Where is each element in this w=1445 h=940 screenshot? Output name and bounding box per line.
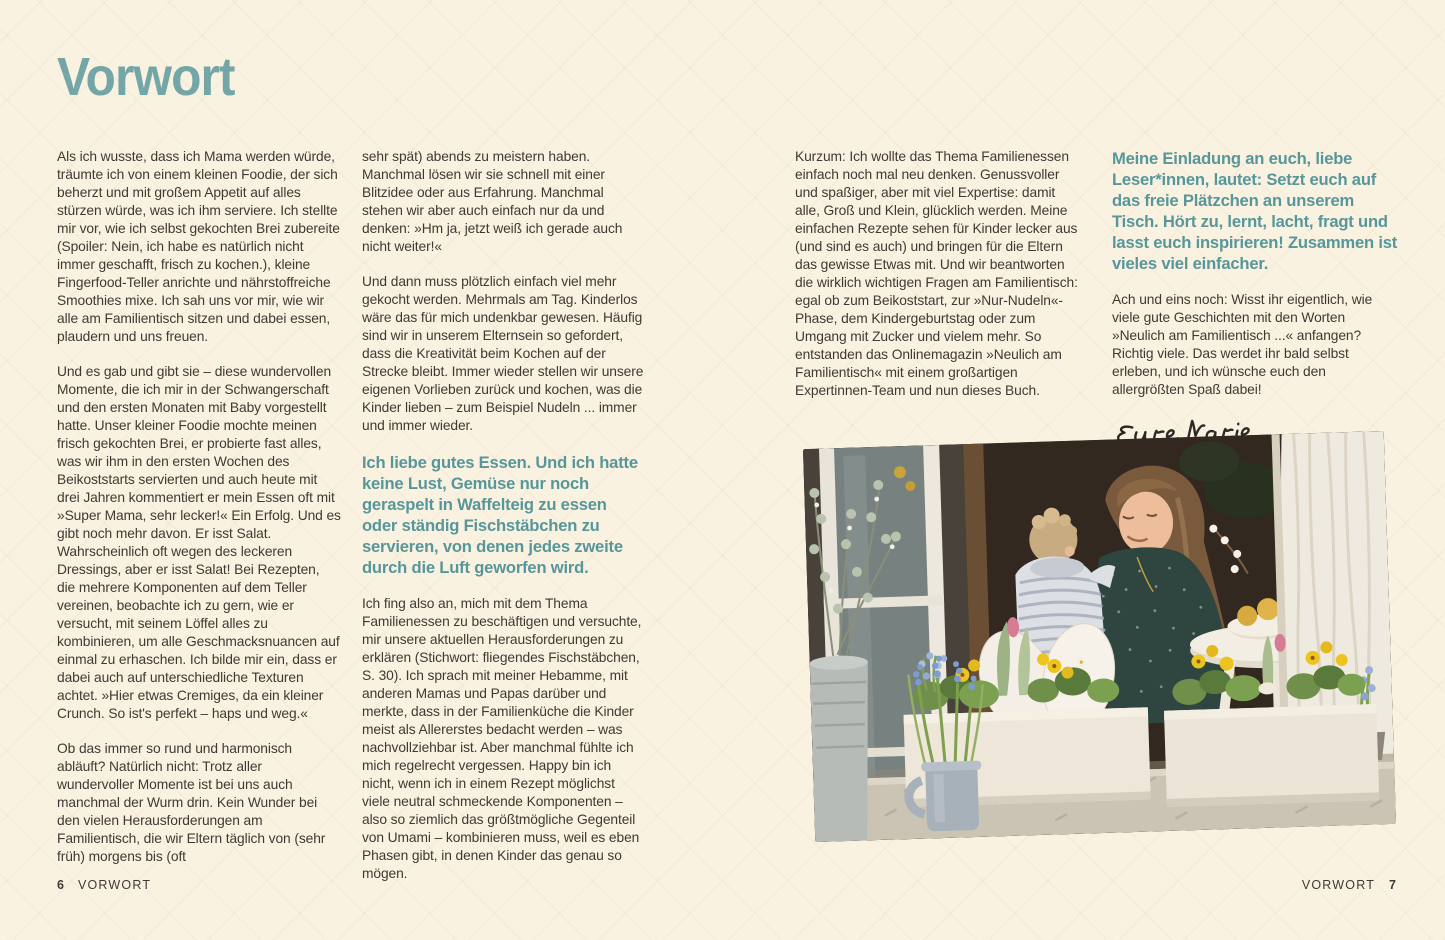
paragraph: Als ich wusste, dass ich Mama werden würde, träumte ich von einem kleinen Foodie, der sich beherzt und mit großem Appetit auf alles stürzen würde, was ich ihm serviere. Ich stellte mir vor, wie ich selbst gekochten Brei zubereite (Spoiler: Nein, ich habe es natürlich nicht immer geschafft, frisch zu kochen.), kleine Fingerfood-Teller anrichte und nährstoffreiche Smoothies mixe. Ich sah uns vor mir, wie wir alle am Familientisch sitzen und dabei essen, plaudern und uns freuen. [57, 149, 340, 344]
paragraph: sehr spät) abends zu meistern haben. Manchmal lösen wir sie schnell mit einer Blitzidee oder aus Erfahrung. Manchmal stehen wir aber auch einfach nur da und denken: »Hm ja, jetzt weiß ich gerade auch nicht weiter!« [362, 149, 623, 254]
page-title: Vorwort [57, 47, 235, 107]
left-page-column-1 [57, 148, 341, 883]
photo-planter-right [1162, 631, 1380, 807]
paragraph: Ach und eins noch: Wisst ihr eigentlich, wie viele gute Geschichten mit den Worten »Neulich am Familientisch ...« anfangen? Richtig viele. Das werdet ihr bald selbst erleben, und ich wünsche euch den allergrößten Spaß dabei! [1112, 292, 1373, 397]
teal-callout: Meine Einladung an euch, liebe Leser*innen, lautet: Setzt euch auf das freie Plätzchen an unserem Tisch. Hört zu, lernt, lacht, fragt und lasst euch inspirieren! Zusammen ist vieles viel einfacher. [1112, 149, 1398, 273]
photo-illustration [803, 431, 1396, 842]
footer-left [57, 878, 151, 892]
right-page-column-1 [795, 148, 1083, 417]
page-number: 6 [57, 878, 64, 892]
photo-family-table [803, 431, 1396, 842]
footer-label: VORWORT [77, 878, 152, 892]
teal-callout: Ich liebe gutes Essen. Und ich hatte keine Lust, Gemüse nur noch geraspelt in Waffelteig zu essen oder ständig Fischstäbchen zu servieren, von denen jedes zweite durch die Luft geworfen wird. [362, 453, 638, 577]
left-page-column-2 [362, 148, 646, 900]
page-number: 7 [1389, 878, 1396, 892]
paragraph: Und dann muss plötzlich einfach viel mehr gekocht werden. Mehrmals am Tag. Kinderlos wäre das für mich undenkbar gewesen. Häufig sind wir in unserem Elternsein so gefordert, dass die Kreativität beim Kochen auf der Strecke bleibt. Immer wieder stellen wir unsere eigenen Vorlieben zurück und kochen, was die Kinder lieben – zum Beispiel Nudeln ... immer und immer wieder. [362, 274, 644, 433]
paragraph: Und es gab und gibt sie – diese wundervollen Momente, die ich mir in der Schwangerschaft und den ersten Monaten mit Baby vorgestellt hatte. Unser kleiner Foodie mochte meinen frisch gekochten Brei, er probierte fast alles, was wir ihm in den ersten Wochen des Beikoststarts servierten und auch heute mit drei Jahren kommentiert er mein Essen oft mit »Super Mama, sehr lecker!« Ein Erfolg. Und es gibt noch mehr davon. Er isst Salat. Wahrscheinlich oft wegen des leckeren Dressings, aber er isst Salat! Bei Rezepten, die mehrere Komponenten auf dem Teller vereinen, beobachte ich zu gern, wie er versucht, mit seinem Löffel alles zu kombinieren, um alle Geschmacksnuancen auf einmal zu erhaschen. Ich bilde mir ein, dass er dabei auch auf unterschiedliche Texturen achtet. »Hier etwas Cremiges, da ein kleiner Crunch. So ist's perfekt – haps und weg.« [57, 364, 341, 721]
paragraph: Ob das immer so rund und harmonisch abläuft? Natürlich nicht: Trotz aller wundervoller Momente ist bei uns auch manchmal der Wurm drin. Kein Wunder bei den vielen Herausforderungen am Familientisch, die wir Eltern täglich von (sehr früh) morgens bis (oft [57, 741, 326, 864]
footer-label: VORWORT [1301, 878, 1376, 892]
paragraph: Kurzum: Ich wollte das Thema Familienessen einfach noch mal neu denken. Genussvoller und spaßiger, aber mit viel Expertise: damit alle, Groß und Klein, glücklich werden. Meine einfachen Rezepte sehen für Kinder lecker aus (und sind es auch) und bringen für die Eltern das gewisse Etwas mit. Und wir beantworten die wirklich wichtigen Fragen am Familientisch: egal ob zum Beikoststart, zur »Nur-Nudeln«-Phase, dem Kindergeburtstag oder zum Umgang mit Zucker und vielem mehr. So entstanden das Onlinemagazin »Neulich am Familientisch« mit einem großartigen Expertinnen-Team und nun dieses Buch. [795, 149, 1078, 398]
footer-right [1302, 878, 1396, 892]
right-page-column-2 [1112, 148, 1400, 469]
paragraph: Ich fing also an, mich mit dem Thema Familienessen zu beschäftigen und versuchte, mir unsere aktuellen Herausforderungen zu erklären (Stichwort: fliegendes Fischstäbchen, S. 30). Ich sprach mit meiner Hebamme, mit anderen Mamas und Papas darüber und merkte, dass in der Familienküche die Kinder meist als Allererstes bedacht werden – was nachvollziehbar ist. Aber manchmal fühlte ich mich regelrecht vergessen. Happy bin ich nicht, wenn ich in einem Rezept möglichst viele neutral schmeckende Komponenten – also so ziemlich das größtmögliche Gegenteil von Umami – kombinieren muss, weil es eben Phasen gibt, in denen Kinder das genau so mögen. [362, 596, 642, 881]
